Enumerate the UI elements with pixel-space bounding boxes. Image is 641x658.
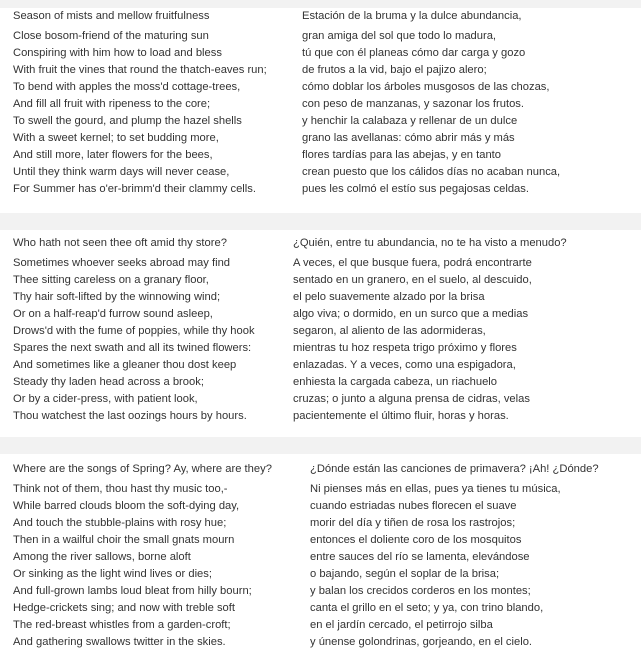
stanza-3: [0, 454, 641, 658]
poem-line: And still more, later flowers for the bees,: [13, 149, 213, 161]
poem-line: Spares the next swath and all its twined flowers:: [13, 342, 252, 354]
poem-line: Then in a wailful choir the small gnats mourn: [13, 534, 235, 546]
poem-line: Sometimes whoever seeks abroad may find: [13, 257, 231, 269]
poem-line: To bend with apples the moss'd cottage-trees,: [13, 81, 241, 93]
poem-line: cruzas; o junto a alguna prensa de cidras, velas: [293, 393, 530, 405]
poem-line: While barred clouds bloom the soft-dying day,: [13, 500, 240, 512]
poem-line: For Summer has o'er-brimm'd their clammy cells.: [13, 183, 256, 195]
poem-line: Thy hair soft-lifted by the winnowing wind;: [13, 291, 221, 303]
poem-line: Think not of them, thou hast thy music too,-: [13, 483, 228, 495]
stanza-separator: [0, 213, 641, 230]
poem-line: en el jardín cercado, el petirrojo silba: [310, 619, 493, 631]
poem-line: pues les colmó el estío sus pegajosas celdas.: [302, 183, 529, 195]
english-column: [13, 235, 255, 425]
poem-line: con peso de manzanas, y sazonar los frutos.: [302, 98, 525, 110]
poem-line: sentado en un granero, en el suelo, al descuido,: [293, 274, 532, 286]
poem-line: grano las avellanas: cómo abrir más y más: [302, 132, 515, 144]
poem-line: Drows'd with the fume of poppies, while thy hook: [13, 325, 255, 337]
poem-line: With a sweet kernel; to set budding more,: [13, 132, 219, 144]
english-column: [13, 461, 272, 651]
poem-line: tú que con él planeas cómo dar carga y gozo: [302, 47, 526, 59]
poem-line: With fruit the vines that round the thatch-eaves run;: [13, 64, 267, 76]
poem-line: Hedge-crickets sing; and now with treble soft: [13, 602, 235, 614]
poem-line: And fill all fruit with ripeness to the core;: [13, 98, 211, 110]
poem-line: entonces el doliente coro de los mosquitos: [310, 534, 522, 546]
poem-line: el pelo suavemente alzado por la brisa: [293, 291, 485, 303]
poem-line: Conspiring with him how to load and bless: [13, 47, 222, 59]
stanza-title-spanish: Estación de la bruma y la dulce abundancia,: [302, 10, 522, 22]
poem-line: enhiesta la cargada cabeza, un riachuelo: [293, 376, 498, 388]
stanza-title-english: Who hath not seen thee oft amid thy store?: [13, 237, 227, 249]
spanish-column: [310, 461, 599, 651]
poem-line: canta el grillo en el seto; y ya, con trino blando,: [310, 602, 544, 614]
poem-line: entre sauces del río se lamenta, elevándose: [310, 551, 530, 563]
poem-line: Ni pienses más en ellas, pues ya tienes tu música,: [310, 483, 561, 495]
poem-line: segaron, al aliento de las adormideras,: [293, 325, 486, 337]
poem-line: flores tardías para las abejas, y en tanto: [302, 149, 502, 161]
poem-line: And sometimes like a gleaner thou dost keep: [13, 359, 237, 371]
stanza-title-spanish: ¿Quién, entre tu abundancia, no te ha visto a menudo?: [293, 237, 567, 249]
stanza-separator: [0, 437, 641, 454]
spanish-column: [302, 8, 560, 198]
poem-line: morir del día y tiñen de rosa los rastrojos;: [310, 517, 516, 529]
poem-line: mientras tu hoz respeta trigo próximo y flores: [293, 342, 517, 354]
poem-line: And touch the stubble-plains with rosy hue;: [13, 517, 227, 529]
poem-line: algo viva; o dormido, en un surco que a medias: [293, 308, 529, 320]
spanish-column: [293, 235, 567, 425]
poem-line: And full-grown lambs loud bleat from hilly bourn;: [13, 585, 252, 597]
poem-line: The red-breast whistles from a garden-croft;: [13, 619, 231, 631]
poem-line: y balan los crecidos corderos en los montes;: [310, 585, 531, 597]
poem-line: y únense golondrinas, gorjeando, en el cielo.: [310, 636, 533, 648]
poem-line: Close bosom-friend of the maturing sun: [13, 30, 209, 42]
poem-line: Until they think warm days will never cease,: [13, 166, 230, 178]
poem-line: Thee sitting careless on a granary floor,: [13, 274, 209, 286]
poem-line: To swell the gourd, and plump the hazel shells: [13, 115, 242, 127]
stanza-2: [0, 230, 641, 437]
poem-line: gran amiga del sol que todo lo madura,: [302, 30, 497, 42]
poem-line: Among the river sallows, borne aloft: [13, 551, 191, 563]
stanza-separator: [0, 0, 641, 8]
poem-line: pacientemente el último fluir, horas y horas.: [293, 410, 509, 422]
stanza-title-english: Season of mists and mellow fruitfulness: [13, 10, 210, 22]
poem-line: A veces, el que busque fuera, podrá encontrarte: [293, 257, 532, 269]
poem-line: y henchir la calabaza y rellenar de un dulce: [302, 115, 518, 127]
poem-line: cuando estriadas nubes florecen el suave: [310, 500, 517, 512]
poem-line: Or by a cider-press, with patient look,: [13, 393, 198, 405]
poem-line: Or sinking as the light wind lives or dies;: [13, 568, 212, 580]
poem-line: Or on a half-reap'd furrow sound asleep,: [13, 308, 213, 320]
poem-line: de frutos a la vid, bajo el pajizo alero;: [302, 64, 487, 76]
stanza-title-spanish: ¿Dónde están las canciones de primavera? ¡Ah! ¿Dónde?: [310, 463, 599, 475]
english-column: [13, 8, 267, 198]
poem-line: enlazadas. Y a veces, como una espigadora,: [293, 359, 516, 371]
poem-line: o bajando, según el soplar de la brisa;: [310, 568, 500, 580]
poem-line: Thou watchest the last oozings hours by hours.: [13, 410, 247, 422]
poem-line: Steady thy laden head across a brook;: [13, 376, 204, 388]
poem-line: And gathering swallows twitter in the skies.: [13, 636, 226, 648]
poem-line: cómo doblar los árboles musgosos de las chozas,: [302, 81, 550, 93]
poem-line: crean puesto que los cálidos días no acaban nunca,: [302, 166, 561, 178]
stanza-title-english: Where are the songs of Spring? Ay, where are they?: [13, 463, 272, 475]
stanza-1: [0, 8, 641, 213]
